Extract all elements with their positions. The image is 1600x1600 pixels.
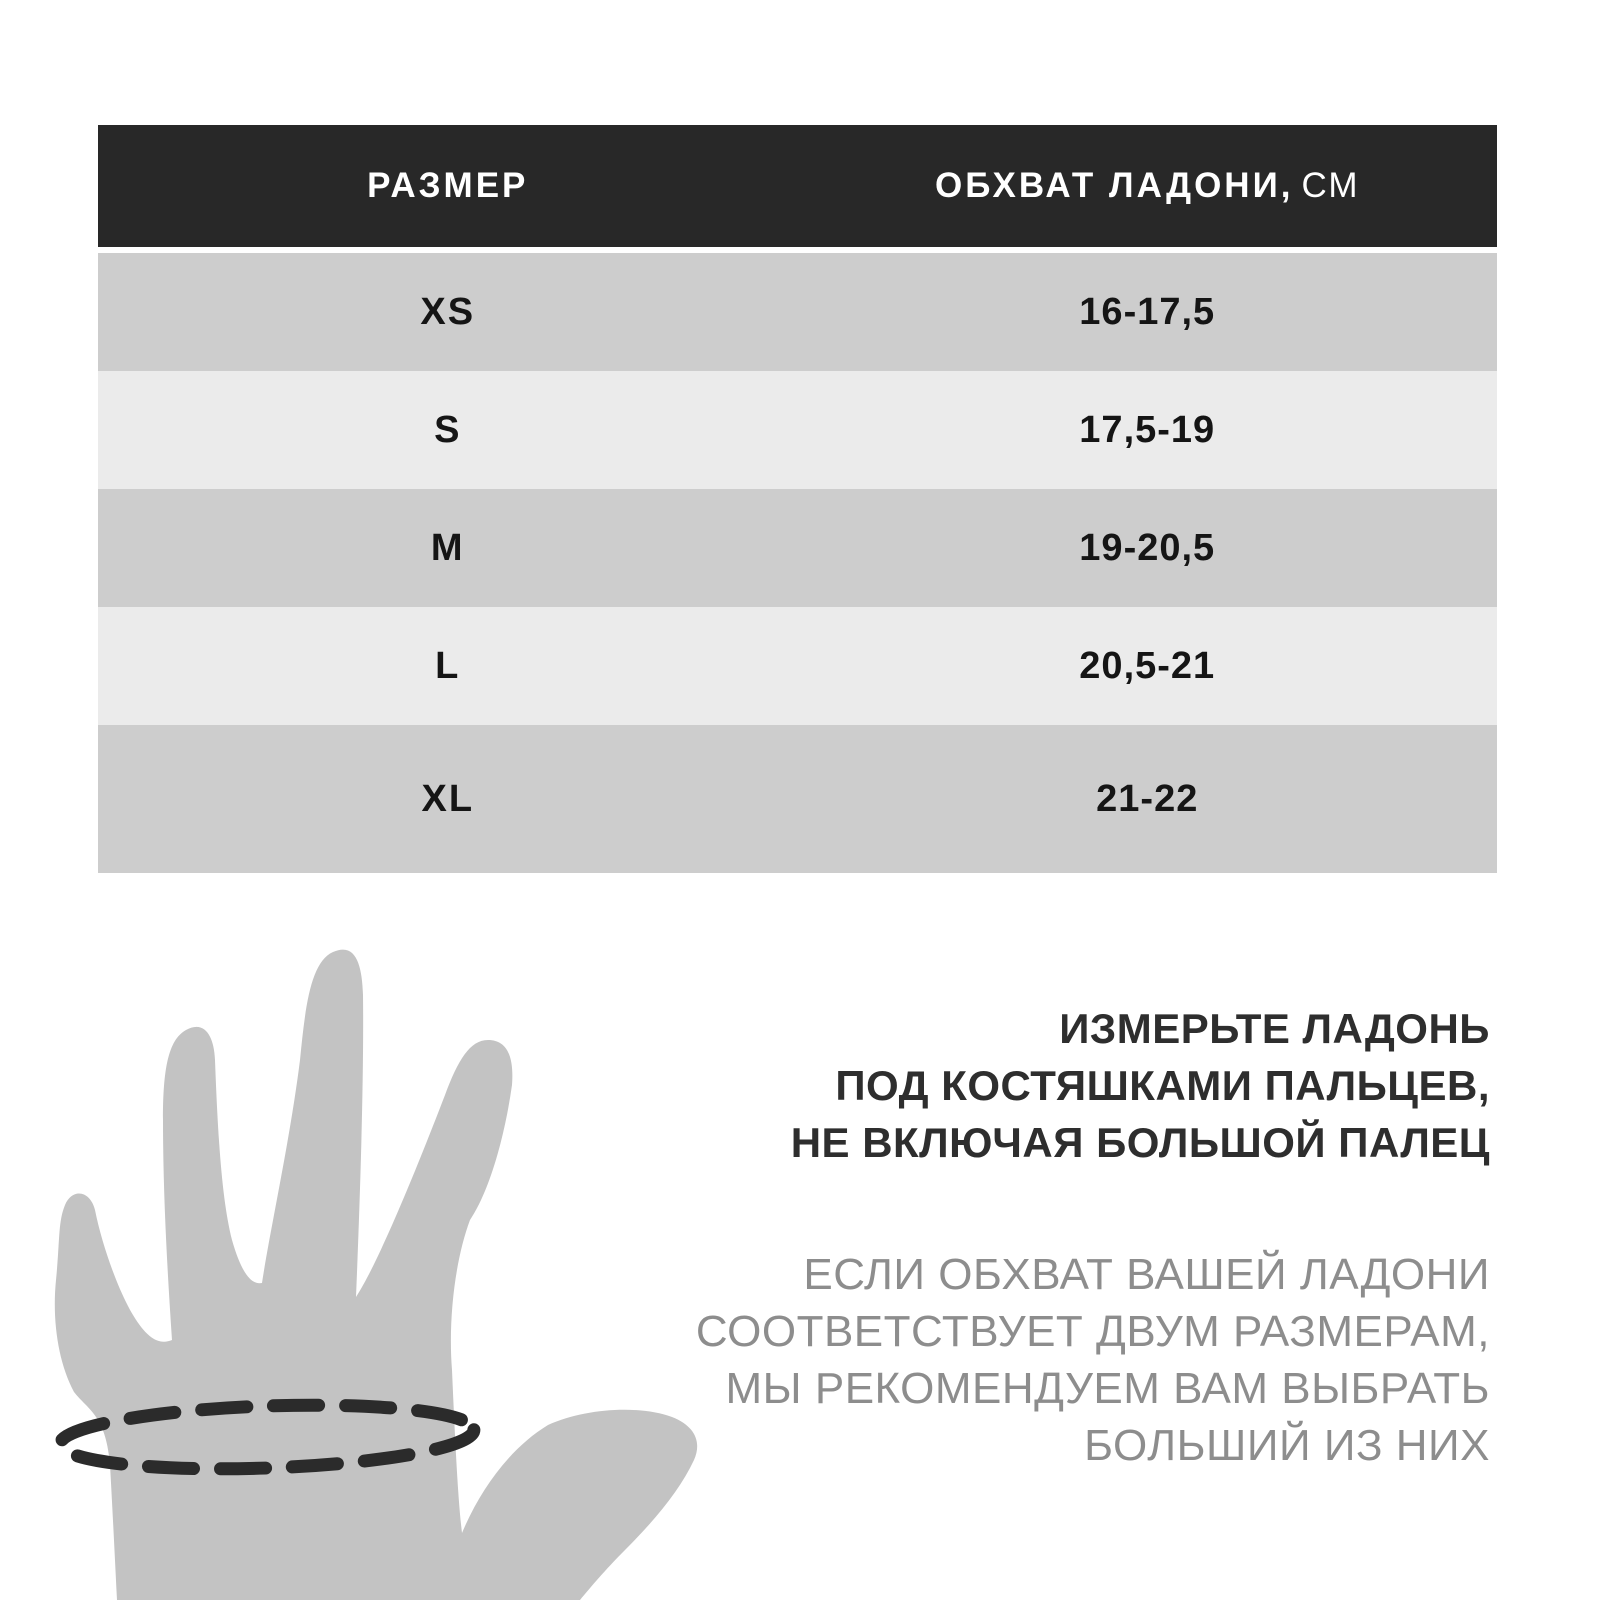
header-palm-column-label — [798, 166, 1498, 206]
palm-range-cell: 19-20,5 — [1079, 526, 1216, 569]
measure-instruction-text — [791, 1000, 1490, 1171]
size-cell: S — [434, 408, 462, 451]
measure-instruction-line: ИЗМЕРЬТЕ ЛАДОНЬ — [1059, 1005, 1490, 1052]
size-chart-table — [98, 125, 1497, 873]
size-recommendation-line: БОЛЬШИЙ ИЗ НИХ — [1084, 1421, 1490, 1470]
size-chart-header-row — [98, 125, 1497, 247]
header-palm-label-text: ОБХВАТ ЛАДОНИ, — [934, 166, 1294, 205]
size-recommendation-line: МЫ РЕКОМЕНДУЕМ ВАМ ВЫБРАТЬ — [725, 1364, 1490, 1413]
size-chart-body — [98, 253, 1497, 873]
table-row-m — [98, 489, 1497, 607]
header-size-column-label: РАЗМЕР — [367, 166, 529, 205]
table-row-l — [98, 607, 1497, 725]
measure-instruction-line: ПОД КОСТЯШКАМИ ПАЛЬЦЕВ, — [835, 1062, 1490, 1109]
measure-instruction-line: НЕ ВКЛЮЧАЯ БОЛЬШОЙ ПАЛЕЦ — [790, 1119, 1490, 1166]
size-cell: XL — [421, 777, 475, 820]
table-row-xl — [98, 725, 1497, 873]
header-palm-unit-text: СМ — [1301, 166, 1360, 205]
size-cell: XS — [420, 290, 476, 333]
palm-range-cell: 16-17,5 — [1079, 290, 1216, 333]
size-recommendation-text — [696, 1246, 1490, 1474]
size-recommendation-line: ЕСЛИ ОБХВАТ ВАШЕЙ ЛАДОНИ — [803, 1250, 1490, 1299]
hand-silhouette-icon — [0, 900, 760, 1600]
palm-range-cell: 17,5-19 — [1079, 408, 1216, 451]
size-cell: M — [430, 526, 465, 569]
palm-range-cell: 20,5-21 — [1079, 644, 1216, 687]
table-row-xs — [98, 253, 1497, 371]
hand-measurement-illustration — [0, 900, 760, 1600]
size-recommendation-line: СООТВЕТСТВУЕТ ДВУМ РАЗМЕРАМ, — [695, 1307, 1490, 1356]
size-cell: L — [435, 644, 461, 687]
table-row-s — [98, 371, 1497, 489]
palm-range-cell: 21-22 — [1096, 777, 1199, 820]
